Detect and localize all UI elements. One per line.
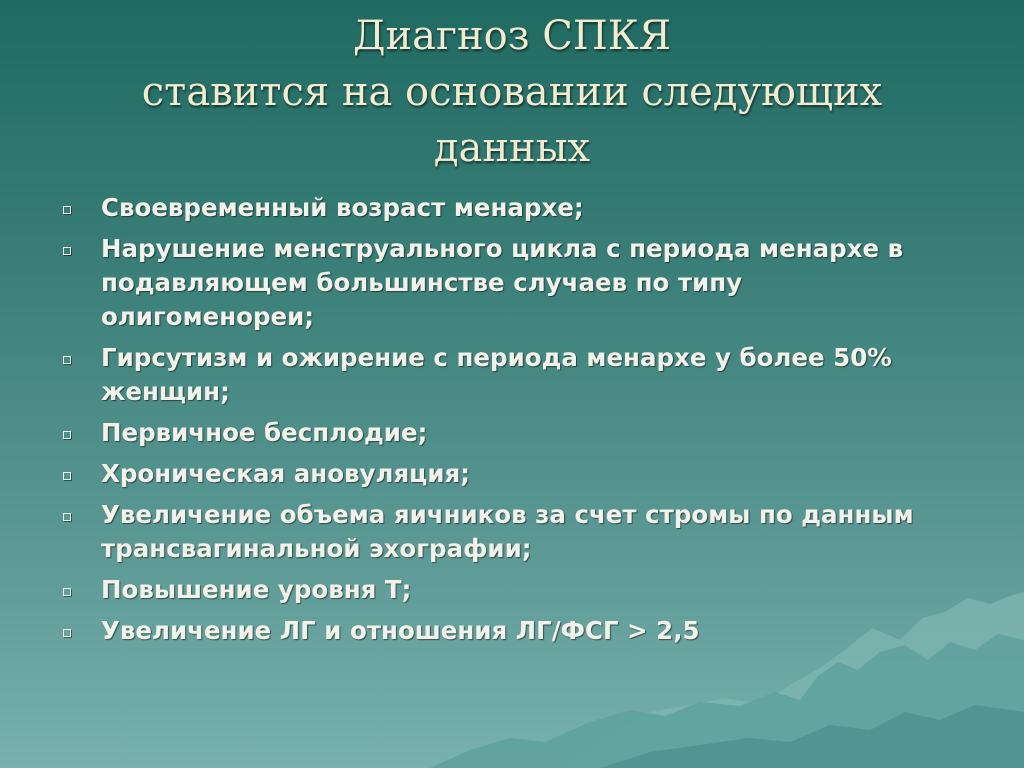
bullet-item bbox=[60, 614, 960, 648]
bullet-item bbox=[60, 232, 960, 334]
checkbox-bullet-icon bbox=[63, 588, 71, 596]
checkbox-bullet-icon bbox=[63, 629, 71, 637]
bullet-item bbox=[60, 498, 960, 566]
title-line-3: данных bbox=[433, 125, 591, 171]
bullet-item bbox=[60, 573, 960, 607]
title-line-2: ставится на основании следующих bbox=[141, 69, 883, 115]
bullet-text: Своевременный возраст менархе; bbox=[101, 193, 584, 222]
checkbox-bullet-icon bbox=[63, 472, 71, 480]
bullet-text: Повышение уровня Т; bbox=[101, 575, 412, 604]
checkbox-bullet-icon bbox=[63, 431, 71, 439]
bullet-list bbox=[60, 191, 960, 655]
bullet-text: Нарушение менструального цикла с периода менархе в подавляющем большинстве случаев по типу олигоменореи; bbox=[101, 234, 904, 331]
checkbox-bullet-icon bbox=[63, 247, 71, 255]
title-line-1: Диагноз СПКЯ bbox=[352, 13, 671, 59]
bullet-item bbox=[60, 341, 960, 409]
bullet-item bbox=[60, 416, 960, 450]
bullet-text: Увеличение объема яичников за счет стромы по данным трансвагинальной эхографии; bbox=[101, 500, 914, 563]
checkbox-bullet-icon bbox=[63, 206, 71, 214]
bullet-item bbox=[60, 457, 960, 491]
bullet-text: Гирсутизм и ожирение с периода менархе у более 50% женщин; bbox=[101, 343, 892, 406]
bullet-text: Хроническая ановуляция; bbox=[101, 459, 471, 488]
checkbox-bullet-icon bbox=[63, 513, 71, 521]
checkbox-bullet-icon bbox=[63, 356, 71, 364]
bullet-text: Увеличение ЛГ и отношения ЛГ/ФСГ > 2,5 bbox=[101, 616, 700, 645]
bullet-text: Первичное бесплодие; bbox=[101, 418, 428, 447]
bullet-item bbox=[60, 191, 960, 225]
slide-title bbox=[60, 8, 964, 176]
